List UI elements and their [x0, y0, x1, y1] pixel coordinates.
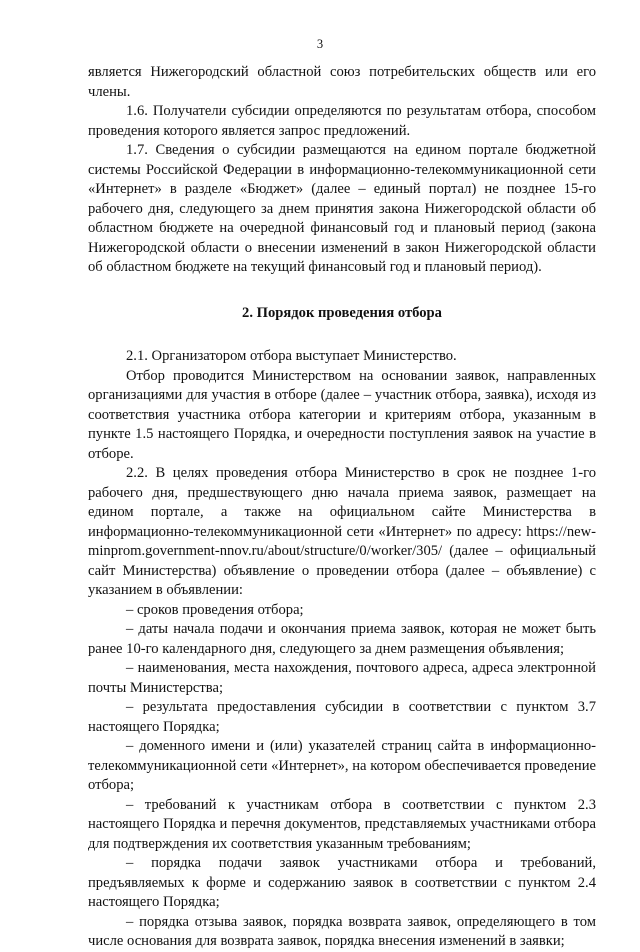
list-item: – наименования, места нахождения, почтового адреса, адреса электронной почты Министерства;	[88, 660, 596, 696]
page-number: 3	[316, 37, 324, 51]
document-body	[88, 63, 596, 952]
paragraph: 2.1. Организатором отбора выступает Министерство.	[126, 348, 457, 364]
paragraph: 2.2. В целях проведения отбора Министерство в срок не позднее 1-го рабочего дня, предшествующего дню начала приема заявок, размещает на едином портале, а также на официальном сайте Министерства в информационно-телекоммуникационной сети «Интернет» по адресу: https://new-minprom.government-nnov.ru/about/structure/0/worker/305/ (далее – официальный сайт Министерства) объявление о проведении отбора (далее – объявление) с указанием в объявлении:	[88, 465, 596, 598]
list-item: – порядка подачи заявок участниками отбора и требований, предъявляемых к форме и содержанию заявок в соответствии с пунктом 2.4 настоящего Порядка;	[88, 855, 596, 910]
spacer	[88, 323, 596, 347]
list-item: – результата предоставления субсидии в соответствии с пунктом 3.7 настоящего Порядка;	[88, 699, 596, 735]
list-item: – даты начала подачи и окончания приема заявок, которая не может быть ранее 10-го календарного дня, следующего за днем размещения объявления;	[88, 621, 596, 657]
paragraph: 1.6. Получатели субсидии определяются по результатам отбора, способом проведения которого является запрос предложений.	[88, 103, 596, 139]
list-item: – порядка отзыва заявок, порядка возврата заявок, определяющего в том числе основания для возврата заявок, порядка внесения изменений в заявки;	[88, 913, 596, 949]
list-item: – требований к участникам отбора в соответствии с пунктом 2.3 настоящего Порядка и перечня документов, представляемых участниками отбора для подтверждения их соответствия указанным требованиям;	[88, 796, 596, 852]
list-item: – доменного имени и (или) указателей страниц сайта в информационно-телекоммуникационной сети «Интернет», на котором обеспечивается проведение отбора;	[88, 738, 596, 793]
section-heading: 2. Порядок проведения отбора	[242, 304, 442, 321]
paragraph: 1.7. Сведения о субсидии размещаются на едином портале бюджетной системы Российской Федерации в информационно-телекоммуникационной сети «Интернет» в разделе «Бюджет» (далее – единый портал) не позднее 15-го рабочего дня, следующего за днем принятия закона Нижегородской области об областном бюджете на очередной финансовый год и плановый период (закона Нижегородской области о внесении изменений в закон Нижегородской области об областном бюджете на текущий финансовый год и плановый период).	[88, 142, 596, 275]
paragraph: Отбор проводится Министерством на основании заявок, направленных организациями для участия в отборе (далее – участник отбора, заявка), исходя из соответствия участника отбора категории и критериям отбора, указанным в пункте 1.5 настоящего Порядка, и очередности поступления заявок на участие в отборе.	[88, 367, 596, 462]
list-item: – сроков проведения отбора;	[126, 601, 304, 618]
paragraph: является Нижегородский областной союз потребительских обществ или его члены.	[88, 64, 596, 100]
spacer	[88, 278, 596, 304]
